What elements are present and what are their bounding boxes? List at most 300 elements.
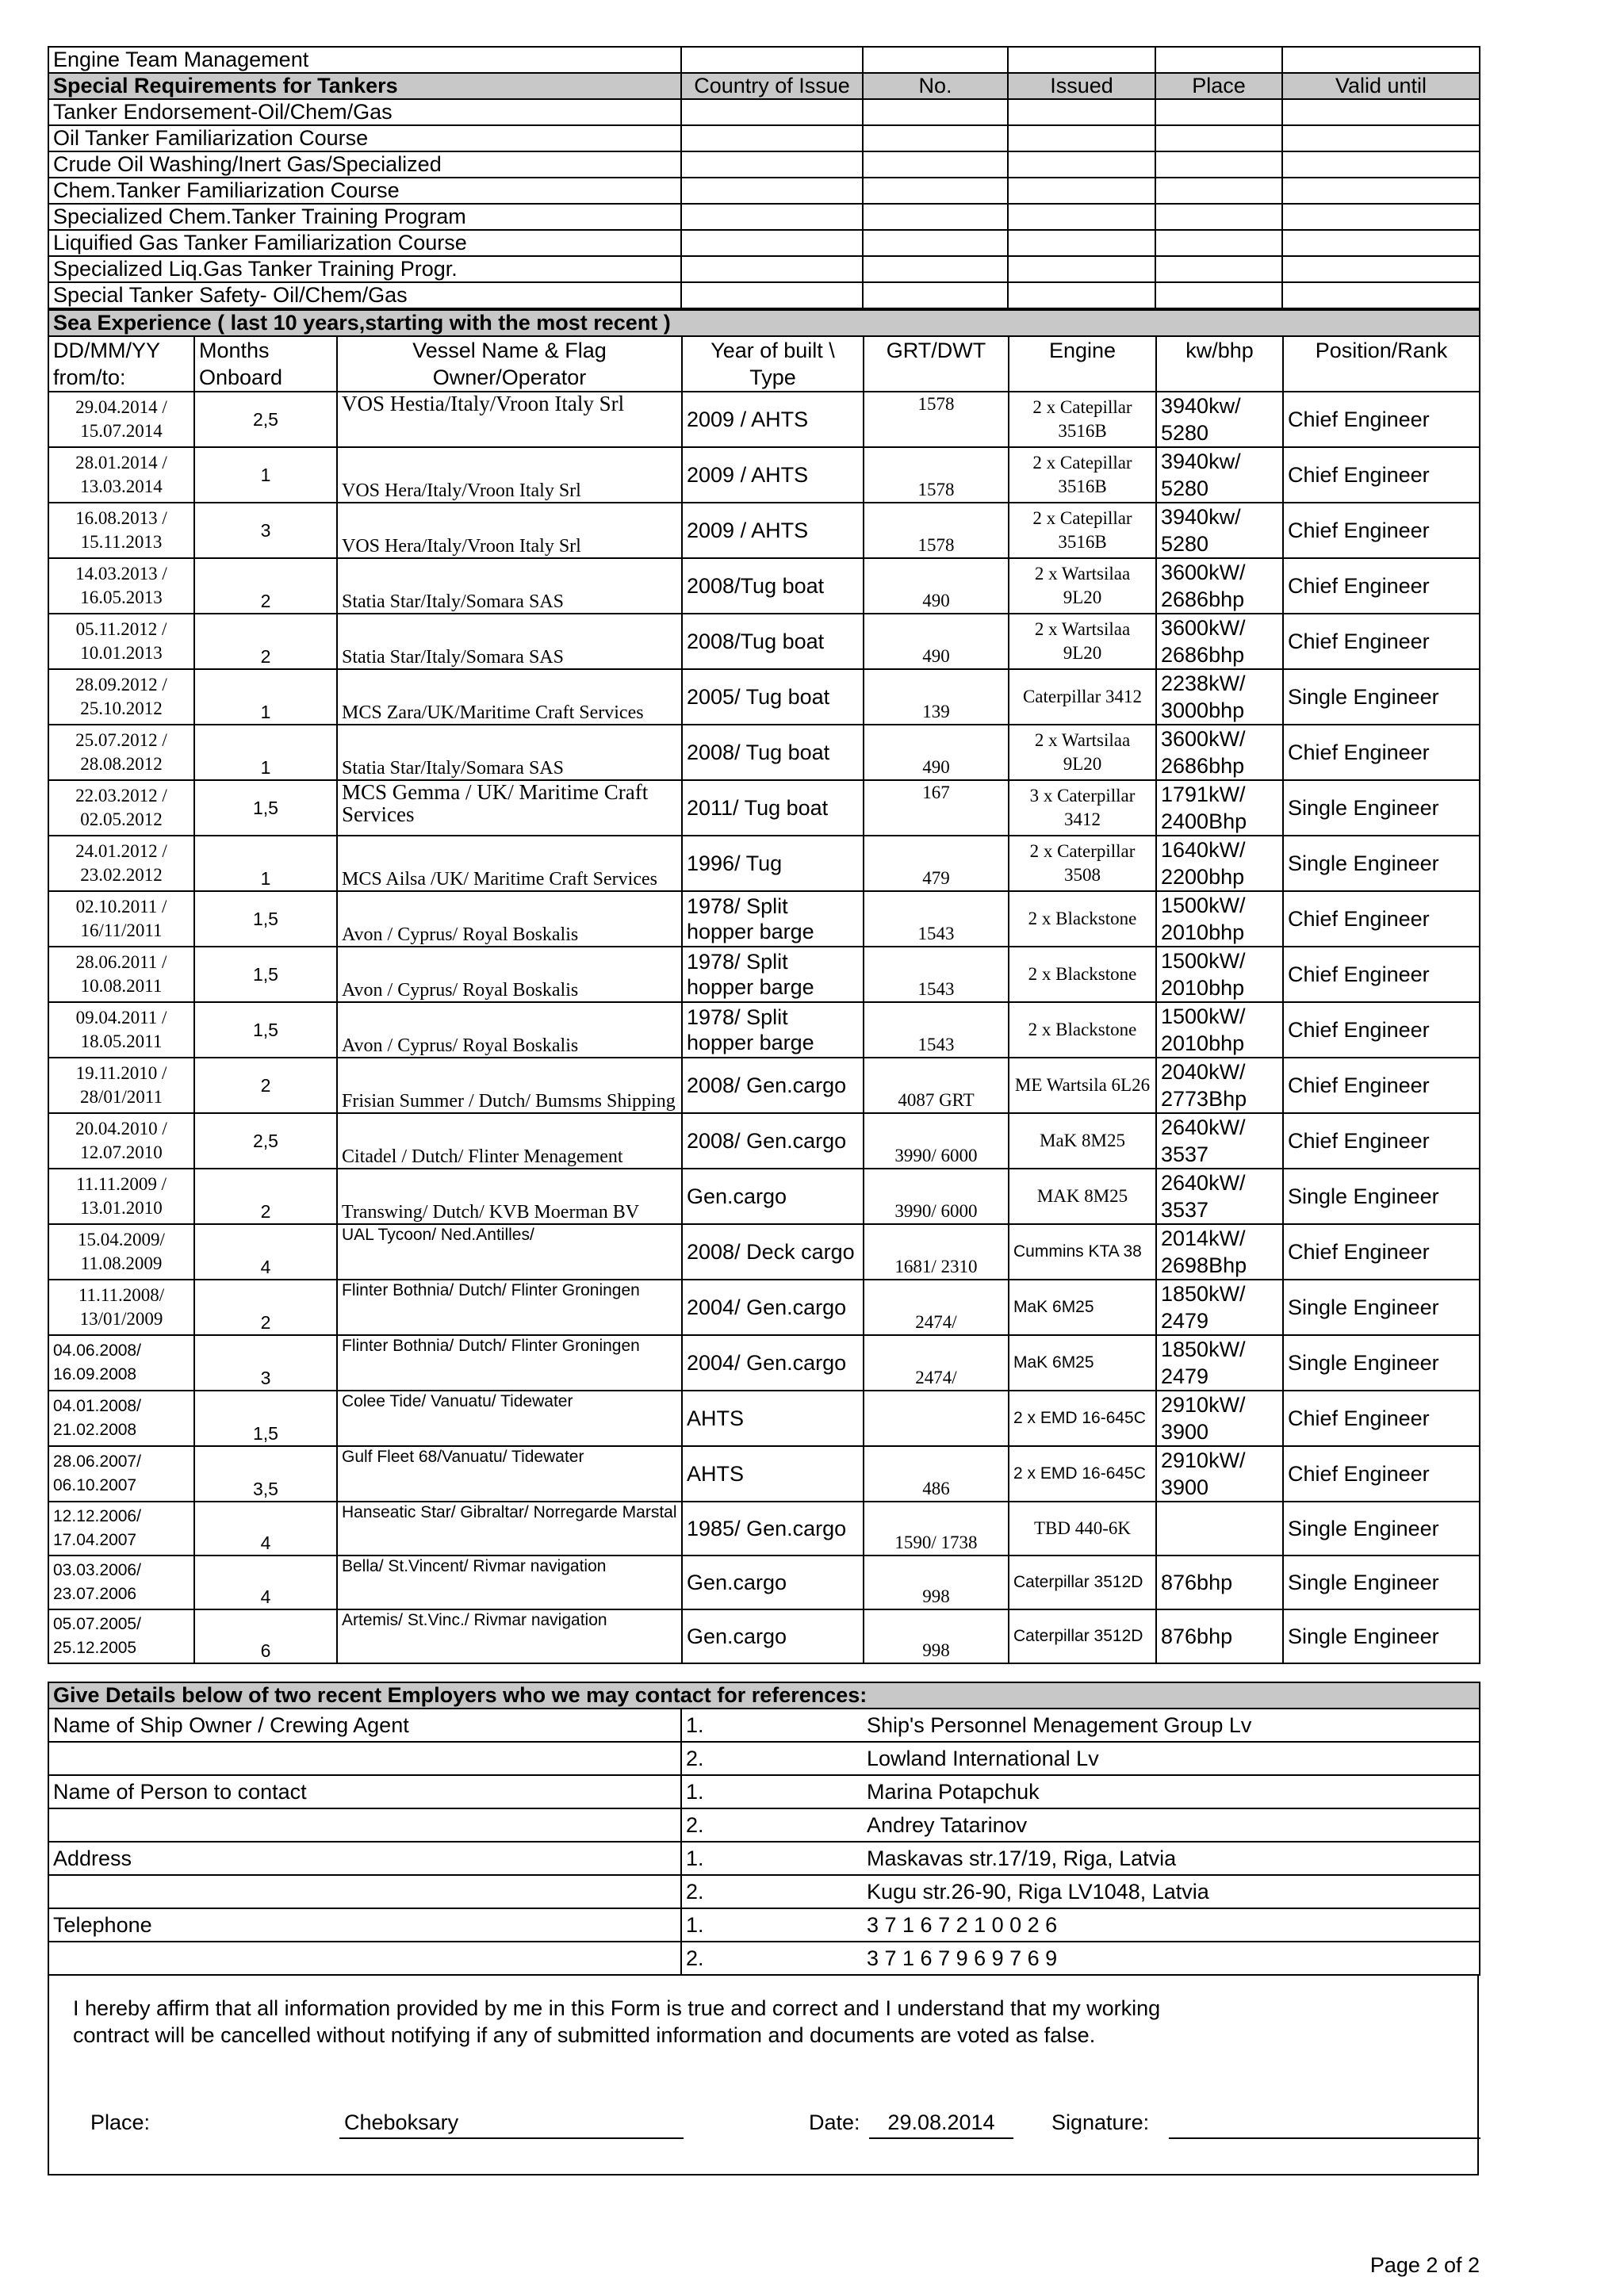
sea-experience-table <box>48 309 1480 1664</box>
exp-engine: Cummins KTA 38 <box>1009 1224 1156 1280</box>
exp-grt: 2474/ <box>864 1280 1009 1335</box>
tanker-cell[interactable] <box>1155 99 1282 125</box>
exp-months: 2 <box>194 558 337 614</box>
date-field[interactable] <box>869 2110 1013 2139</box>
exp-kw: 3940kw/ 5280 <box>1156 392 1283 447</box>
exp-grt: 139 <box>864 669 1009 725</box>
tankers-rows <box>48 99 1480 308</box>
exp-dates: 28.01.2014 / 13.03.2014 <box>48 447 194 503</box>
reference-number: 2. <box>681 1875 863 1908</box>
exp-dates: 02.10.2011 / 16/11/2011 <box>48 891 194 947</box>
tanker-cell[interactable] <box>681 204 863 230</box>
exp-months: 1 <box>194 836 337 891</box>
tanker-row <box>48 230 1480 256</box>
experience-row <box>48 1224 1480 1280</box>
tanker-cell[interactable] <box>1008 125 1155 151</box>
reference-value[interactable]: 3 7 1 6 7 9 6 9 7 6 9 <box>863 1942 1480 1975</box>
exp-kw: 2014kW/ 2698Bhp <box>1156 1224 1283 1280</box>
exp-dates: 28.09.2012 / 25.10.2012 <box>48 669 194 725</box>
exp-months: 2,5 <box>194 1113 337 1169</box>
exp-dates: 05.11.2012 / 10.01.2013 <box>48 614 194 669</box>
exp-kw: 3600kW/ 2686bhp <box>1156 558 1283 614</box>
declaration-box <box>48 1976 1479 2175</box>
reference-row <box>48 1908 1480 1942</box>
exp-months: 4 <box>194 1224 337 1280</box>
exp-position: Chief Engineer <box>1283 947 1480 1002</box>
tanker-cell[interactable] <box>863 256 1008 282</box>
exp-engine: MaK 6M25 <box>1009 1335 1156 1391</box>
experience-row <box>48 1113 1480 1169</box>
experience-row <box>48 1556 1480 1609</box>
exp-engine: MaK 8M25 <box>1009 1113 1156 1169</box>
application-form <box>48 46 1479 2175</box>
tanker-cell[interactable] <box>863 125 1008 151</box>
tanker-cell[interactable] <box>1008 256 1155 282</box>
tanker-course-label: Tanker Endorsement-Oil/Chem/Gas <box>48 99 681 125</box>
experience-row <box>48 503 1480 558</box>
exp-months: 1 <box>194 725 337 780</box>
reference-value[interactable]: 3 7 1 6 7 2 1 0 0 2 6 <box>863 1908 1480 1942</box>
exp-engine: MaK 6M25 <box>1009 1280 1156 1335</box>
exp-dates: 04.06.2008/ 16.09.2008 <box>48 1335 194 1391</box>
exp-year-type: 1985/ Gen.cargo <box>682 1502 864 1556</box>
reference-row <box>48 1875 1480 1908</box>
exp-months: 3,5 <box>194 1446 337 1502</box>
exp-engine: 2 x Blackstone <box>1009 1002 1156 1058</box>
experience-row <box>48 780 1480 836</box>
exp-engine: 2 x Blackstone <box>1009 891 1156 947</box>
exp-year-type: AHTS <box>682 1446 864 1502</box>
exp-vessel: VOS Hera/Italy/Vroon Italy Srl <box>337 503 682 558</box>
exp-months: 1,5 <box>194 780 337 836</box>
exp-dates: 14.03.2013 / 16.05.2013 <box>48 558 194 614</box>
references-rows <box>48 1709 1480 1975</box>
reference-label <box>48 1808 681 1842</box>
tanker-course-label: Liquified Gas Tanker Familiarization Course <box>48 230 681 256</box>
exp-position: Chief Engineer <box>1283 1446 1480 1502</box>
tanker-cell[interactable] <box>863 178 1008 204</box>
tanker-cell[interactable] <box>681 256 863 282</box>
reference-value[interactable]: Andrey Tatarinov <box>863 1808 1480 1842</box>
exp-kw: 3940kw/ 5280 <box>1156 503 1283 558</box>
engine-team-row <box>48 47 1480 73</box>
exp-grt: 490 <box>864 614 1009 669</box>
exp-engine: 2 x Blackstone <box>1009 947 1156 1002</box>
reference-number: 1. <box>681 1908 863 1942</box>
experience-row <box>48 1609 1480 1663</box>
tanker-cell[interactable] <box>681 151 863 178</box>
exp-engine: Caterpillar 3412 <box>1009 669 1156 725</box>
reference-row <box>48 1742 1480 1775</box>
exp-vessel: Avon / Cyprus/ Royal Boskalis <box>337 1002 682 1058</box>
exp-grt: 998 <box>864 1556 1009 1609</box>
exp-dates: 28.06.2007/ 06.10.2007 <box>48 1446 194 1502</box>
sea-rows <box>48 392 1480 1663</box>
exp-year-type: 2008/ Gen.cargo <box>682 1058 864 1113</box>
sea-title: Sea Experience ( last 10 years,starting with the most recent ) <box>48 310 1480 336</box>
tanker-cell[interactable] <box>1008 230 1155 256</box>
exp-dates: 11.11.2009 / 13.01.2010 <box>48 1169 194 1224</box>
signature-field[interactable] <box>1169 2110 1480 2139</box>
exp-kw: 1640kW/ 2200bhp <box>1156 836 1283 891</box>
reference-row <box>48 1842 1480 1875</box>
tanker-cell[interactable] <box>1008 204 1155 230</box>
exp-months: 2 <box>194 1280 337 1335</box>
reference-number: 1. <box>681 1842 863 1875</box>
exp-position: Chief Engineer <box>1283 1002 1480 1058</box>
experience-row <box>48 1280 1480 1335</box>
tanker-course-label: Chem.Tanker Familiarization Course <box>48 178 681 204</box>
exp-vessel: Colee Tide/ Vanuatu/ Tidewater <box>337 1391 682 1446</box>
experience-row <box>48 891 1480 947</box>
tanker-cell[interactable] <box>1155 178 1282 204</box>
exp-year-type: 2009 / AHTS <box>682 503 864 558</box>
tanker-row <box>48 256 1480 282</box>
tanker-cell[interactable] <box>863 204 1008 230</box>
engine-team-label: Engine Team Management <box>48 47 681 73</box>
exp-engine: Caterpillar 3512D <box>1009 1556 1156 1609</box>
experience-row <box>48 1058 1480 1113</box>
tanker-cell[interactable] <box>681 230 863 256</box>
reference-value[interactable]: Kugu str.26-90, Riga LV1048, Latvia <box>863 1875 1480 1908</box>
exp-dates: 24.01.2012 / 23.02.2012 <box>48 836 194 891</box>
references-header <box>48 1682 1480 1709</box>
exp-year-type: Gen.cargo <box>682 1609 864 1663</box>
exp-months: 3 <box>194 1335 337 1391</box>
tanker-cell[interactable] <box>1008 151 1155 178</box>
exp-position: Chief Engineer <box>1283 1058 1480 1113</box>
tanker-cell[interactable] <box>863 151 1008 178</box>
exp-year-type: Gen.cargo <box>682 1556 864 1609</box>
exp-position: Single Engineer <box>1283 1556 1480 1609</box>
exp-year-type: 2011/ Tug boat <box>682 780 864 836</box>
tanker-cell[interactable] <box>1282 256 1480 282</box>
exp-kw: 1500kW/ 2010bhp <box>1156 891 1283 947</box>
reference-value[interactable]: Maskavas str.17/19, Riga, Latvia <box>863 1842 1480 1875</box>
exp-dates: 03.03.2006/ 23.07.2006 <box>48 1556 194 1609</box>
exp-year-type: 1978/ Split hopper barge <box>682 891 864 947</box>
exp-months: 3 <box>194 503 337 558</box>
tanker-cell[interactable] <box>1282 282 1480 308</box>
experience-row <box>48 1391 1480 1446</box>
exp-vessel: Avon / Cyprus/ Royal Boskalis <box>337 947 682 1002</box>
exp-grt: 1590/ 1738 <box>864 1502 1009 1556</box>
exp-position: Single Engineer <box>1283 836 1480 891</box>
exp-vessel: MCS Ailsa /UK/ Maritime Craft Services <box>337 836 682 891</box>
exp-vessel: Flinter Bothnia/ Dutch/ Flinter Groningen <box>337 1280 682 1335</box>
exp-position: Single Engineer <box>1283 1169 1480 1224</box>
exp-position: Single Engineer <box>1283 780 1480 836</box>
experience-row <box>48 836 1480 891</box>
exp-dates: 29.04.2014 / 15.07.2014 <box>48 392 194 447</box>
tanker-course-label: Special Tanker Safety- Oil/Chem/Gas <box>48 282 681 308</box>
sea-column-headers <box>48 336 1480 392</box>
reference-number: 1. <box>681 1775 863 1808</box>
exp-kw: 1850kW/ 2479 <box>1156 1280 1283 1335</box>
exp-vessel: Artemis/ St.Vinc./ Rivmar navigation <box>337 1609 682 1663</box>
tanker-row <box>48 99 1480 125</box>
exp-dates: 12.12.2006/ 17.04.2007 <box>48 1502 194 1556</box>
exp-engine: 2 x Wartsilaa 9L20 <box>1009 614 1156 669</box>
tanker-cell[interactable] <box>1008 282 1155 308</box>
exp-vessel: MCS Gemma / UK/ Maritime Craft Services <box>337 780 682 836</box>
reference-row <box>48 1775 1480 1808</box>
exp-dates: 28.06.2011 / 10.08.2011 <box>48 947 194 1002</box>
exp-engine: MAK 8M25 <box>1009 1169 1156 1224</box>
date-value: 29.08.2014 <box>887 2110 995 2134</box>
exp-grt: 1543 <box>864 947 1009 1002</box>
tanker-cell[interactable] <box>1155 230 1282 256</box>
exp-grt: 490 <box>864 558 1009 614</box>
tanker-cell[interactable] <box>1155 282 1282 308</box>
exp-position: Chief Engineer <box>1283 891 1480 947</box>
tankers-title: Special Requirements for Tankers <box>48 73 681 99</box>
exp-vessel: VOS Hestia/Italy/Vroon Italy Srl <box>337 392 682 447</box>
exp-months: 1,5 <box>194 1391 337 1446</box>
exp-vessel: Statia Star/Italy/Somara SAS <box>337 725 682 780</box>
exp-position: Chief Engineer <box>1283 558 1480 614</box>
experience-row <box>48 947 1480 1002</box>
exp-kw: 2040kW/ 2773Bhp <box>1156 1058 1283 1113</box>
exp-dates: 05.07.2005/ 25.12.2005 <box>48 1609 194 1663</box>
tanker-cell[interactable] <box>1282 99 1480 125</box>
exp-kw: 2640kW/ 3537 <box>1156 1169 1283 1224</box>
exp-position: Chief Engineer <box>1283 1391 1480 1446</box>
reference-label <box>48 1742 681 1775</box>
tanker-row <box>48 151 1480 178</box>
signature-label: Signature: <box>1051 2110 1150 2134</box>
exp-months: 6 <box>194 1609 337 1663</box>
exp-kw: 1500kW/ 2010bhp <box>1156 947 1283 1002</box>
place-field[interactable] <box>339 2110 684 2139</box>
reference-label: Telephone <box>48 1908 681 1942</box>
exp-year-type: 1996/ Tug <box>682 836 864 891</box>
exp-grt: 3990/ 6000 <box>864 1113 1009 1169</box>
col-place: Place <box>1155 73 1282 99</box>
exp-kw: 1791kW/ 2400Bhp <box>1156 780 1283 836</box>
head-position: Position/Rank <box>1283 336 1480 392</box>
experience-row <box>48 725 1480 780</box>
tanker-cell[interactable] <box>1155 204 1282 230</box>
exp-kw: 2238kW/ 3000bhp <box>1156 669 1283 725</box>
exp-year-type: 2009 / AHTS <box>682 447 864 503</box>
head-engine: Engine <box>1009 336 1156 392</box>
tanker-row <box>48 178 1480 204</box>
reference-label <box>48 1942 681 1975</box>
tanker-cell[interactable] <box>863 99 1008 125</box>
head-year: Year of built \ Type <box>682 336 864 392</box>
tanker-row <box>48 204 1480 230</box>
reference-row <box>48 1808 1480 1842</box>
exp-kw: 2910kW/ 3900 <box>1156 1446 1283 1502</box>
exp-vessel: Flinter Bothnia/ Dutch/ Flinter Groningen <box>337 1335 682 1391</box>
experience-row <box>48 1335 1480 1391</box>
tanker-cell[interactable] <box>1282 125 1480 151</box>
reference-value[interactable]: Lowland International Lv <box>863 1742 1480 1775</box>
tanker-cell[interactable] <box>681 282 863 308</box>
exp-grt <box>864 1391 1009 1446</box>
exp-grt: 486 <box>864 1446 1009 1502</box>
exp-months: 1 <box>194 669 337 725</box>
exp-grt: 1543 <box>864 891 1009 947</box>
declaration-text: I hereby affirm that all information provided by me in this Form is true and correct and I understand that my working contract will be cancelled without notifying if any of submitted information and documents are voted as false. <box>73 1996 1161 2047</box>
exp-grt: 1543 <box>864 1002 1009 1058</box>
exp-months: 2 <box>194 614 337 669</box>
exp-year-type: 2004/ Gen.cargo <box>682 1335 864 1391</box>
tankers-table <box>48 46 1480 309</box>
exp-position: Chief Engineer <box>1283 725 1480 780</box>
exp-vessel: VOS Hera/Italy/Vroon Italy Srl <box>337 447 682 503</box>
tanker-cell[interactable] <box>1155 256 1282 282</box>
tanker-cell[interactable] <box>1282 204 1480 230</box>
experience-row <box>48 1502 1480 1556</box>
reference-label: Address <box>48 1842 681 1875</box>
experience-row <box>48 392 1480 447</box>
exp-engine: 2 x Caterpillar 3508 <box>1009 836 1156 891</box>
exp-year-type: 2004/ Gen.cargo <box>682 1280 864 1335</box>
exp-grt: 998 <box>864 1609 1009 1663</box>
tanker-cell[interactable] <box>1008 178 1155 204</box>
exp-engine: 2 x Wartsilaa 9L20 <box>1009 558 1156 614</box>
exp-grt: 3990/ 6000 <box>864 1169 1009 1224</box>
exp-engine: 2 x EMD 16-645C <box>1009 1446 1156 1502</box>
reference-value[interactable]: Ship's Personnel Menagement Group Lv <box>863 1709 1480 1742</box>
exp-year-type: 2005/ Tug boat <box>682 669 864 725</box>
reference-label <box>48 1875 681 1908</box>
reference-number: 2. <box>681 1942 863 1975</box>
exp-dates: 16.08.2013 / 15.11.2013 <box>48 503 194 558</box>
exp-kw: 1850kW/ 2479 <box>1156 1335 1283 1391</box>
exp-year-type: 2009 / AHTS <box>682 392 864 447</box>
exp-dates: 11.11.2008/ 13/01/2009 <box>48 1280 194 1335</box>
reference-row <box>48 1709 1480 1742</box>
col-issued: Issued <box>1008 73 1155 99</box>
exp-position: Chief Engineer <box>1283 1113 1480 1169</box>
tanker-cell[interactable] <box>863 282 1008 308</box>
exp-vessel: Avon / Cyprus/ Royal Boskalis <box>337 891 682 947</box>
exp-position: Chief Engineer <box>1283 447 1480 503</box>
tanker-course-label: Oil Tanker Familiarization Course <box>48 125 681 151</box>
experience-row <box>48 669 1480 725</box>
head-date: DD/MM/YY from/to: <box>48 336 194 392</box>
tanker-cell[interactable] <box>1155 151 1282 178</box>
exp-engine: 2 x Wartsilaa 9L20 <box>1009 725 1156 780</box>
exp-position: Single Engineer <box>1283 1280 1480 1335</box>
experience-row <box>48 1002 1480 1058</box>
tankers-header <box>48 73 1480 99</box>
col-no: No. <box>863 73 1008 99</box>
exp-dates: 04.01.2008/ 21.02.2008 <box>48 1391 194 1446</box>
signature-row <box>49 2110 1480 2142</box>
references-table <box>48 1682 1480 1976</box>
tanker-cell[interactable] <box>681 99 863 125</box>
exp-engine: 2 x EMD 16-645C <box>1009 1391 1156 1446</box>
tanker-cell[interactable] <box>681 178 863 204</box>
tanker-cell[interactable] <box>1282 178 1480 204</box>
exp-vessel: MCS Zara/UK/Maritime Craft Services <box>337 669 682 725</box>
exp-kw: 3600kW/ 2686bhp <box>1156 725 1283 780</box>
head-vessel: Vessel Name & Flag Owner/Operator <box>337 336 682 392</box>
exp-grt: 1681/ 2310 <box>864 1224 1009 1280</box>
exp-position: Single Engineer <box>1283 1609 1480 1663</box>
place-label: Place: <box>90 2110 151 2134</box>
exp-year-type: Gen.cargo <box>682 1169 864 1224</box>
exp-engine: ME Wartsila 6L26 <box>1009 1058 1156 1113</box>
exp-grt: 4087 GRT <box>864 1058 1009 1113</box>
exp-engine: Caterpillar 3512D <box>1009 1609 1156 1663</box>
exp-vessel: Statia Star/Italy/Somara SAS <box>337 558 682 614</box>
reference-value[interactable]: Marina Potapchuk <box>863 1775 1480 1808</box>
exp-kw <box>1156 1502 1283 1556</box>
exp-kw: 2910kW/ 3900 <box>1156 1391 1283 1446</box>
experience-row <box>48 447 1480 503</box>
exp-engine: 2 x Catepillar 3516B <box>1009 503 1156 558</box>
experience-row <box>48 1446 1480 1502</box>
exp-year-type: AHTS <box>682 1391 864 1446</box>
exp-months: 4 <box>194 1556 337 1609</box>
exp-months: 2,5 <box>194 392 337 447</box>
reference-number: 2. <box>681 1808 863 1842</box>
exp-months: 1,5 <box>194 947 337 1002</box>
exp-dates: 19.11.2010 / 28/01/2011 <box>48 1058 194 1113</box>
reference-number: 2. <box>681 1742 863 1775</box>
exp-year-type: 2008/Tug boat <box>682 558 864 614</box>
exp-grt: 479 <box>864 836 1009 891</box>
exp-dates: 22.03.2012 / 02.05.2012 <box>48 780 194 836</box>
exp-grt: 490 <box>864 725 1009 780</box>
exp-engine: TBD 440-6K <box>1009 1502 1156 1556</box>
tanker-cell[interactable] <box>1008 99 1155 125</box>
col-valid: Valid until <box>1282 73 1480 99</box>
exp-position: Single Engineer <box>1283 669 1480 725</box>
tanker-cell[interactable] <box>1282 230 1480 256</box>
reference-label: Name of Person to contact <box>48 1775 681 1808</box>
tanker-cell[interactable] <box>1155 125 1282 151</box>
exp-year-type: 2008/Tug boat <box>682 614 864 669</box>
exp-position: Chief Engineer <box>1283 614 1480 669</box>
tanker-row <box>48 125 1480 151</box>
head-grt: GRT/DWT <box>864 336 1009 392</box>
exp-position: Chief Engineer <box>1283 503 1480 558</box>
exp-position: Chief Engineer <box>1283 392 1480 447</box>
exp-year-type: 1978/ Split hopper barge <box>682 1002 864 1058</box>
exp-months: 4 <box>194 1502 337 1556</box>
exp-year-type: 1978/ Split hopper barge <box>682 947 864 1002</box>
exp-engine: 3 x Caterpillar 3412 <box>1009 780 1156 836</box>
references-title: Give Details below of two recent Employers who we may contact for references: <box>48 1682 1480 1709</box>
exp-grt: 2474/ <box>864 1335 1009 1391</box>
exp-position: Single Engineer <box>1283 1335 1480 1391</box>
exp-vessel: Hanseatic Star/ Gibraltar/ Norregarde Marstal <box>337 1502 682 1556</box>
exp-kw: 3600kW/ 2686bhp <box>1156 614 1283 669</box>
exp-engine: 2 x Catepillar 3516B <box>1009 392 1156 447</box>
exp-vessel: Frisian Summer / Dutch/ Bumsms Shipping <box>337 1058 682 1113</box>
sea-header <box>48 310 1480 336</box>
exp-months: 2 <box>194 1058 337 1113</box>
head-kw: kw/bhp <box>1156 336 1283 392</box>
tanker-cell[interactable] <box>681 125 863 151</box>
place-value: Cheboksary <box>344 2110 459 2134</box>
exp-months: 1,5 <box>194 891 337 947</box>
exp-kw: 876bhp <box>1156 1609 1283 1663</box>
reference-label: Name of Ship Owner / Crewing Agent <box>48 1709 681 1742</box>
exp-dates: 09.04.2011 / 18.05.2011 <box>48 1002 194 1058</box>
exp-engine: 2 x Catepillar 3516B <box>1009 447 1156 503</box>
tanker-cell[interactable] <box>863 230 1008 256</box>
tanker-cell[interactable] <box>1282 151 1480 178</box>
exp-grt: 167 <box>864 780 1009 836</box>
reference-row <box>48 1942 1480 1975</box>
